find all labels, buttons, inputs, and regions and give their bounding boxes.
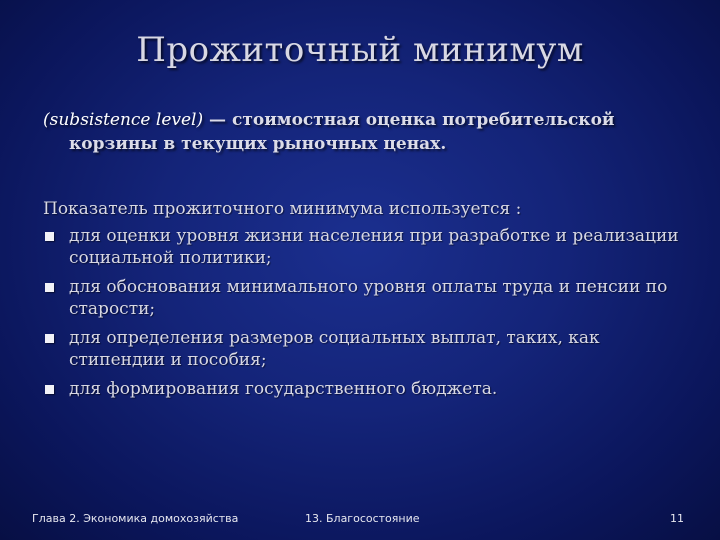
- definition-term: (subsistence level): [43, 110, 204, 130]
- usage-block: [43, 198, 683, 406]
- bullet-text: для обоснования минимального уровня оплаты труда и пенсии по старости;: [69, 276, 668, 319]
- square-bullet-icon: [45, 232, 54, 241]
- bullet-text: для формирования государственного бюджета.: [69, 378, 498, 399]
- square-bullet-icon: [45, 334, 54, 343]
- definition-text-line1: — стоимостная оценка потребительской: [203, 110, 615, 130]
- list-item: [43, 225, 683, 270]
- footer-section: 13. Благосостояние: [305, 512, 420, 525]
- list-item: [43, 276, 683, 321]
- bullet-text: для оценки уровня жизни населения при разработке и реализации социальной политики;: [69, 225, 679, 268]
- page-number: 11: [670, 512, 684, 525]
- slide-title: Прожиточный минимум: [136, 30, 584, 70]
- bullet-list: [43, 225, 683, 401]
- list-item: [43, 378, 683, 401]
- usage-intro: Показатель прожиточного минимума используется :: [43, 199, 522, 219]
- definition-block: [43, 108, 683, 156]
- square-bullet-icon: [45, 385, 54, 394]
- definition-text-line2: корзины в текущих рыночных ценах.: [69, 134, 447, 154]
- list-item: [43, 327, 683, 372]
- square-bullet-icon: [45, 283, 54, 292]
- bullet-text: для определения размеров социальных выплат, таких, как стипендии и пособия;: [69, 327, 600, 370]
- footer-chapter: Глава 2. Экономика домохозяйства: [32, 512, 239, 525]
